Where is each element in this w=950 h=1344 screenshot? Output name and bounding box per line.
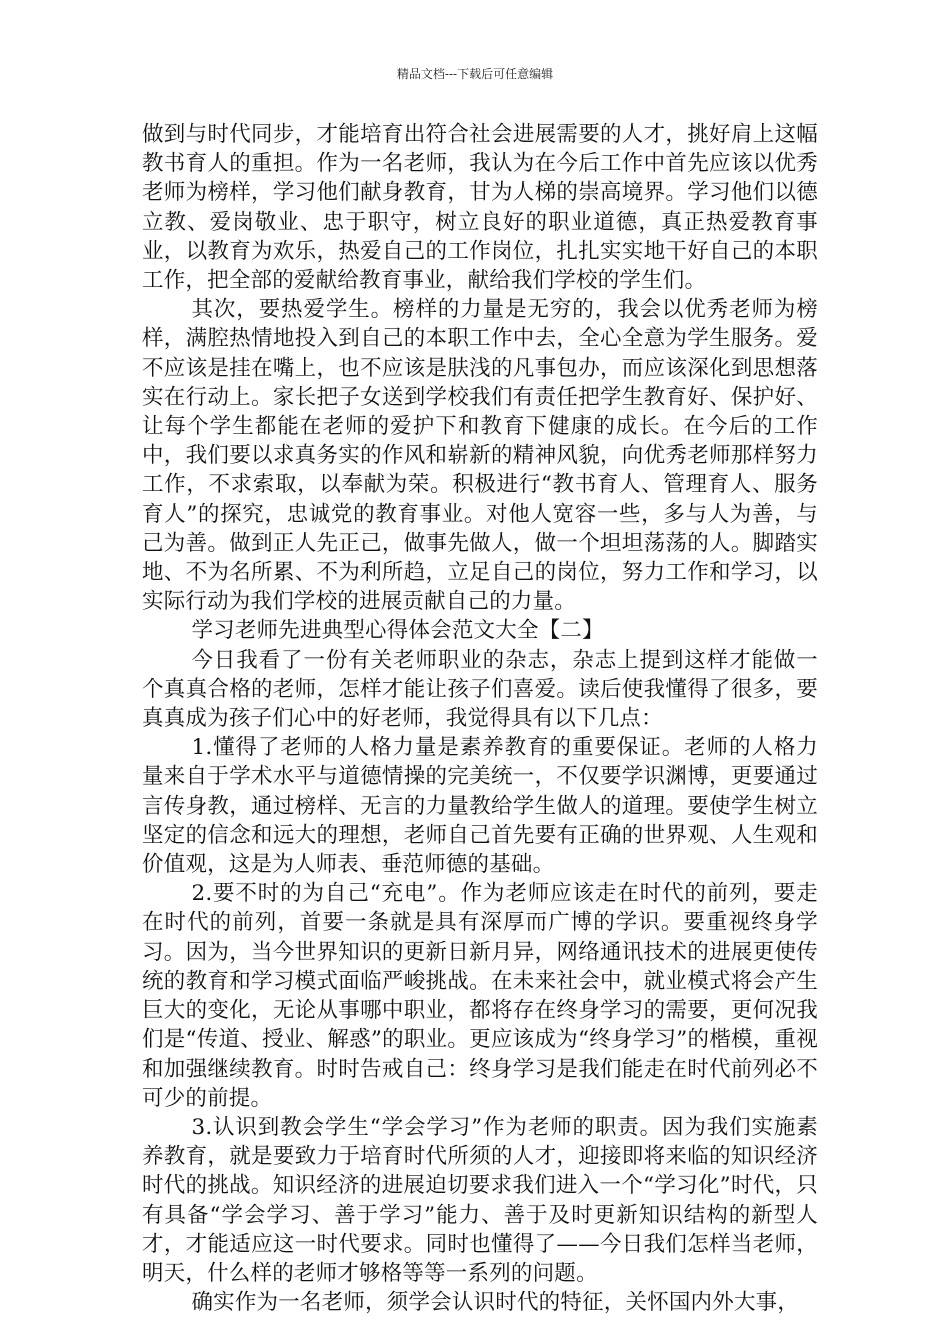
paragraph-intro-magazine: 今日我看了一份有关老师职业的杂志，杂志上提到这样才能做一个真真合格的老师，怎样才能让孩子们喜爱。读后使我懂得了很多，要真真成为孩子们心中的好老师，我觉得具有以下几点： [142, 647, 818, 732]
document-body [142, 120, 818, 1317]
paragraph-closing: 确实作为一名老师，须学会认识时代的特征，关怀国内外大事， [191, 1290, 800, 1316]
page-header: 精品文档---下载后可任意编辑 [396, 67, 554, 81]
paragraph-point-2: 2.要不时的为自己“充电”。作为老师应该走在时代的前列，要走在时代的前列，首要一条就是具有深厚而广博的学识。要重视终身学习。因为，当今世界知识的更新日新月异，网络通讯技术的进展更使传统的教育和学习模式面临严峻挑战。在未来社会中，就业模式将会产生巨大的变化，无论从事哪中职业，都将存在终身学习的需要，更何况我们是“传道、授业、解惑”的职业。更应该成为“终身学习”的楷模，重视和加强继续教育。时时告戒自己：终身学习是我们能走在时代前列必不可少的前提。 [142, 881, 818, 1111]
paragraph-love-students: 其次，要热爱学生。榜样的力量是无穷的，我会以优秀老师为榜样，满腔热情地投入到自己的本职工作中去，全心全意为学生服务。爱不应该是挂在嘴上，也不应该是肤浅的凡事包办，而应该深化到思想落实在行动上。家长把子女送到学校我们有责任把学生教育好、保护好、让每个学生都能在老师的爱护下和教育下健康的成长。在今后的工作中，我们要以求真务实的作风和崭新的精神风貌，向优秀老师那样努力工作，不求索取，以奉献为荣。积极进行“教书育人、管理育人、服务育人”的探究，忠诚党的教育事业。对他人宽容一些，多与人为善，与己为善。做到正人先正己，做事先做人，做一个坦坦荡荡的人。脚踏实地、不为名所累、不为利所趋，立足自己的岗位，努力工作和学习，以实际行动为我们学校的进展贡献自己的力量。 [142, 297, 818, 615]
paragraph-point-1: 1.懂得了老师的人格力量是素养教育的重要保证。老师的人格力量来自于学术水平与道德情操的完美统一，不仅要学识渊博，更要通过言传身教，通过榜样、无言的力量教给学生做人的道理。要使学生树立坚定的信念和远大的理想，老师自己首先要有正确的世界观、人生观和价值观，这是为人师表、垂范师德的基础。 [142, 735, 818, 878]
section-heading-two: 学习老师先进典型心得体会范文大全【二】 [191, 618, 604, 644]
paragraph-point-3: 3.认识到教会学生“学会学习”作为老师的职责。因为我们实施素养教育，就是要致力于培育时代所须的人才，迎接即将来临的知识经济时代的挑战。知识经济的进展迫切要求我们进入一个“学习化”时代，只有具备“学会学习、善于学习”能力、善于及时更新知识结构的新型人才，才能适应这一时代要求。同时也懂得了——今日我们怎样当老师，明天，什么样的老师才够格等等一系列的问题。 [142, 1114, 818, 1286]
paragraph-continuation: 做到与时代同步，才能培育出符合社会进展需要的人才，挑好肩上这幅教书育人的重担。作为一名老师，我认为在今后工作中首先应该以优秀老师为榜样，学习他们献身教育，甘为人梯的崇高境界。学习他们以德立教、爱岗敬业、忠于职守，树立良好的职业道德，真正热爱教育事业，以教育为欢乐，热爱自己的工作岗位，扎扎实实地干好自己的本职工作，把全部的爱献给教育事业，献给我们学校的学生们。 [142, 122, 818, 294]
